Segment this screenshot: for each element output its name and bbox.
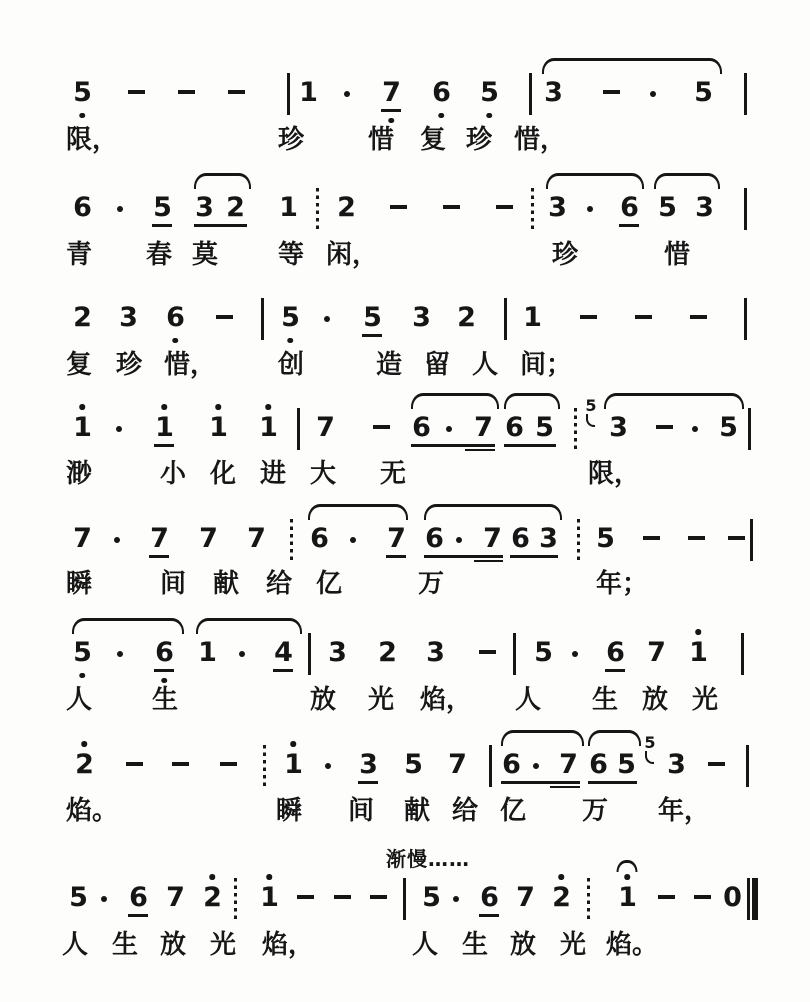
slur-arc: [194, 173, 251, 189]
lyric-syllable: 放: [642, 685, 669, 715]
lyric-syllable: 献: [404, 796, 431, 826]
note: 6: [127, 883, 149, 913]
lyric-syllable: 亿: [316, 569, 343, 599]
note: 6: [604, 638, 626, 668]
lyric-syllable: 焰。: [606, 930, 659, 960]
note: 3: [609, 412, 627, 443]
duration-dash: [694, 895, 711, 899]
barline: [744, 73, 747, 115]
note: 5: [478, 78, 500, 108]
notes-row-2: [0, 193, 810, 227]
lyric-syllable: 莫: [192, 240, 219, 270]
octave-dot-below: [438, 113, 444, 119]
barline: [741, 633, 744, 675]
lyric-syllable: 人: [515, 685, 542, 715]
note: 1: [71, 413, 93, 443]
lyric-syllable: 复: [420, 125, 447, 155]
lyric-syllable: 人: [412, 930, 439, 960]
lyric-syllable: 大: [310, 459, 337, 489]
lyric-syllable: 万: [418, 569, 445, 599]
duration-dash: [443, 205, 460, 209]
lyric-syllable: 焰。: [66, 796, 119, 826]
note: 7: [148, 524, 170, 554]
note: 5: [694, 77, 712, 108]
duration-dot: [456, 537, 462, 543]
note: 1: [523, 302, 541, 333]
note: 1: [153, 413, 175, 443]
note: 6: [505, 412, 523, 443]
octave-dot-above: [558, 874, 564, 880]
lyric-syllable: 无: [380, 459, 407, 489]
notes-row-5: [0, 524, 810, 558]
note: 3: [695, 192, 713, 223]
note: 7: [380, 78, 402, 108]
note: 3: [412, 302, 430, 333]
lyric-syllable: 放: [160, 930, 187, 960]
lyric-syllable: 创: [278, 350, 305, 380]
note: 2: [337, 192, 355, 223]
note-underline: [362, 334, 382, 337]
lyric-syllable: 年，: [658, 796, 711, 826]
duration-dot: [446, 426, 452, 432]
octave-dot-above: [695, 629, 701, 635]
barline: [748, 408, 751, 450]
lyric-syllable: 珍: [466, 125, 493, 155]
note: 5: [361, 303, 383, 333]
note-underline: [479, 914, 499, 917]
duration-dash: [297, 895, 314, 899]
note: 5: [617, 749, 635, 780]
note: 7: [647, 637, 665, 668]
lyric-syllable: 生: [592, 685, 619, 715]
duration-dash: [688, 536, 705, 540]
note-underline: [358, 781, 378, 784]
note-underline: [149, 555, 169, 558]
note-underline: [154, 669, 174, 672]
note: 3: [544, 77, 562, 108]
note: 5: [422, 882, 440, 913]
barline: [403, 878, 406, 920]
lyric-syllable: 放: [310, 685, 337, 715]
octave-dot-below: [161, 678, 167, 684]
lyric-syllable: 进: [260, 459, 287, 489]
beam-underline: [550, 786, 580, 789]
note: 7: [73, 523, 91, 554]
beam-underline: [424, 555, 503, 558]
lyric-syllable: 珍: [552, 240, 579, 270]
lyrics-row-7: [0, 795, 810, 829]
barline: [513, 633, 516, 675]
note: 3: [667, 749, 685, 780]
note: 7: [247, 523, 265, 554]
duration-dash: [496, 205, 513, 209]
lyric-syllable: 光: [692, 685, 719, 715]
barline-dashed: [574, 408, 577, 450]
slur-arc: [604, 393, 744, 409]
slur-arc: [542, 58, 722, 74]
note: 2: [550, 883, 572, 913]
note: 7: [516, 882, 534, 913]
duration-dot: [587, 206, 593, 212]
barline: [297, 408, 300, 450]
barline-dashed: [263, 745, 266, 787]
duration-dash: [728, 536, 745, 540]
note: 5: [535, 412, 553, 443]
barline: [529, 73, 532, 115]
lyric-syllable: 放: [510, 930, 537, 960]
slur-arc: [588, 730, 641, 746]
octave-dot-above: [161, 404, 167, 410]
note: 7: [385, 524, 407, 554]
duration-dash: [690, 315, 707, 319]
lyric-syllable: 间: [160, 569, 187, 599]
notes-row-4: [0, 396, 810, 447]
note: 4: [272, 638, 294, 668]
duration-dash: [479, 650, 496, 654]
lyric-syllable: 惜: [368, 125, 395, 155]
lyric-syllable: 间: [348, 796, 375, 826]
octave-dot-below: [388, 118, 394, 124]
note: 2: [201, 883, 223, 913]
duration-dot: [533, 763, 539, 769]
duration-dash: [178, 90, 195, 94]
note-underline: [605, 669, 625, 672]
note: 6: [502, 749, 520, 780]
note: 6: [589, 749, 607, 780]
lyric-syllable: 光: [368, 685, 395, 715]
note: 2: [378, 637, 396, 668]
note-underline: [619, 224, 639, 227]
note: 6: [412, 412, 430, 443]
duration-dash: [603, 90, 620, 94]
note: 5: [279, 303, 301, 333]
duration-dash: [708, 762, 725, 766]
duration-dot: [453, 896, 459, 902]
note: 6: [618, 193, 640, 223]
duration-dot: [101, 896, 107, 902]
duration-dot: [117, 651, 123, 657]
lyric-syllable: 珍: [278, 125, 305, 155]
lyric-syllable: 青: [66, 240, 93, 270]
note: 3: [195, 192, 213, 223]
lyrics-row-4: [0, 458, 810, 492]
duration-dot: [117, 206, 123, 212]
beam-underline: [501, 781, 580, 784]
note: 6: [310, 523, 328, 554]
note: 3: [328, 637, 346, 668]
duration-dash: [390, 205, 407, 209]
octave-dot-above: [81, 741, 87, 747]
lyrics-row-5: [0, 568, 810, 602]
duration-dash: [373, 425, 390, 429]
lyric-syllable: 惜，: [164, 350, 217, 380]
lyric-syllable: 给: [452, 796, 479, 826]
lyrics-row-2: [0, 239, 810, 273]
duration-dash: [643, 536, 660, 540]
lyric-syllable: 人: [66, 685, 93, 715]
lyric-syllable: 年；: [596, 569, 649, 599]
duration-dash: [216, 315, 233, 319]
notes-row-3: [0, 303, 810, 337]
duration-dash: [126, 762, 143, 766]
beam-underline: [510, 555, 558, 558]
duration-dot: [325, 763, 331, 769]
octave-dot-above: [624, 874, 630, 880]
lyric-syllable: 惜，: [514, 125, 567, 155]
note: 1: [257, 413, 279, 443]
slur-arc: [654, 173, 720, 189]
note: 5: [534, 637, 552, 668]
duration-dash: [228, 90, 245, 94]
duration-dash: [370, 895, 387, 899]
barline: [744, 188, 747, 230]
lyrics-row-8: [0, 929, 810, 963]
note-underline: [381, 109, 401, 112]
grace-note-digit: 5: [644, 733, 656, 752]
note: 7: [199, 523, 217, 554]
note-underline: [273, 669, 293, 672]
octave-dot-above: [266, 874, 272, 880]
lyrics-row-6: [0, 684, 810, 718]
slur-arc: [196, 618, 302, 634]
note-underline: [128, 914, 148, 917]
lyric-syllable: 生: [152, 685, 179, 715]
barline-dashed: [290, 519, 293, 561]
notes-row-1: [0, 78, 810, 112]
lyric-syllable: 焰，: [262, 930, 315, 960]
barline: [504, 298, 507, 340]
lyric-syllable: 瞬: [66, 569, 93, 599]
octave-dot-above: [215, 404, 221, 410]
slur-arc: [501, 730, 584, 746]
note: 5: [658, 192, 676, 223]
note: 5: [151, 193, 173, 223]
note: 7: [448, 749, 466, 780]
note: 7: [474, 412, 492, 443]
lyric-syllable: 生: [112, 930, 139, 960]
beam-underline: [465, 449, 495, 452]
duration-dash: [658, 895, 675, 899]
note: 7: [483, 523, 501, 554]
duration-dash: [635, 315, 652, 319]
note: 1: [198, 637, 216, 668]
note: 3: [119, 302, 137, 333]
note: 6: [153, 638, 175, 668]
barline: [744, 298, 747, 340]
grace-hook-icon: [586, 414, 595, 427]
lyric-syllable: 光: [560, 930, 587, 960]
lyric-syllable: 限，: [66, 125, 119, 155]
duration-dot: [116, 426, 122, 432]
duration-dot: [572, 651, 578, 657]
lyric-syllable: 生: [462, 930, 489, 960]
note: 7: [166, 882, 184, 913]
note: 5: [596, 523, 614, 554]
note: 1: [282, 750, 304, 780]
lyric-syllable: 造: [376, 350, 403, 380]
slur-arc: [308, 504, 408, 520]
lyric-syllable: 人: [62, 930, 89, 960]
barline: [750, 519, 753, 561]
note: 5: [69, 882, 87, 913]
slur-arc: [72, 618, 184, 634]
beam-underline: [588, 781, 637, 784]
lyric-syllable: 亿: [500, 796, 527, 826]
note: 6: [425, 523, 443, 554]
duration-dash: [128, 90, 145, 94]
octave-dot-above: [79, 404, 85, 410]
barline: [261, 298, 264, 340]
lyric-syllable: 春: [146, 240, 173, 270]
note: 3: [548, 192, 566, 223]
lyric-syllable: 瞬: [276, 796, 303, 826]
note: 0: [723, 882, 741, 913]
lyric-syllable: 等: [278, 240, 305, 270]
note: 6: [430, 78, 452, 108]
lyrics-row-3: [0, 349, 810, 383]
barline-dashed: [531, 188, 534, 230]
lyric-syllable: 小: [160, 459, 187, 489]
note: 2: [226, 192, 244, 223]
lyric-syllable: 间；: [520, 350, 573, 380]
note: 1: [687, 638, 709, 668]
note: 1: [258, 883, 280, 913]
beam-underline: [411, 444, 495, 447]
note: 5: [719, 412, 737, 443]
note: 2: [457, 302, 475, 333]
beam-underline: [194, 224, 247, 227]
barline-dashed: [316, 188, 319, 230]
note: 1: [279, 192, 297, 223]
duration-dot: [344, 91, 350, 97]
notes-row-6: [0, 638, 810, 672]
octave-dot-below: [486, 113, 492, 119]
duration-dash: [334, 895, 351, 899]
note: 1: [299, 77, 317, 108]
barline: [308, 633, 311, 675]
note: 5: [71, 638, 93, 668]
note: 6: [73, 192, 91, 223]
note: 1: [207, 413, 229, 443]
duration-dot: [114, 537, 120, 543]
note-underline: [152, 224, 172, 227]
octave-dot-below: [79, 673, 85, 679]
lyric-syllable: 焰，: [420, 685, 473, 715]
tempo-marking: 渐慢……: [386, 847, 470, 871]
octave-dot-above: [290, 741, 296, 747]
note: 6: [164, 303, 186, 333]
lyric-syllable: 珍: [116, 350, 143, 380]
grace-hook-icon: [645, 751, 654, 764]
duration-dot: [350, 537, 356, 543]
notes-row-8: [0, 883, 810, 917]
note: 3: [357, 750, 379, 780]
duration-dash: [656, 425, 673, 429]
barline: [489, 745, 492, 787]
note: 2: [73, 302, 91, 333]
duration-dash: [220, 762, 237, 766]
note: 7: [316, 412, 334, 443]
barline-dashed: [587, 878, 590, 920]
lyric-syllable: 光: [210, 930, 237, 960]
octave-dot-below: [79, 113, 85, 119]
slur-arc: [411, 393, 499, 409]
note: 1: [616, 883, 638, 913]
note: 5: [404, 749, 422, 780]
note: 6: [478, 883, 500, 913]
lyric-syllable: 闲，: [326, 240, 379, 270]
duration-dash: [172, 762, 189, 766]
note: 2: [73, 750, 95, 780]
final-barline: [747, 878, 758, 920]
notes-row-7: [0, 733, 810, 784]
lyric-syllable: 人: [472, 350, 499, 380]
duration-dot: [239, 651, 245, 657]
octave-dot-below: [287, 338, 293, 344]
octave-dot-above: [265, 404, 271, 410]
barline: [287, 73, 290, 115]
lyric-syllable: 万: [582, 796, 609, 826]
grace-note: [583, 398, 599, 427]
note: 5: [71, 78, 93, 108]
slur-arc: [504, 393, 560, 409]
duration-dash: [580, 315, 597, 319]
lyric-syllable: 化: [210, 459, 237, 489]
note-underline: [154, 444, 174, 447]
lyric-syllable: 给: [266, 569, 293, 599]
lyric-syllable: 惜: [664, 240, 691, 270]
lyric-syllable: 留: [424, 350, 451, 380]
barline-dashed: [577, 519, 580, 561]
note: 6: [511, 523, 529, 554]
lyric-syllable: 限，: [588, 459, 641, 489]
barline-dashed: [234, 878, 237, 920]
slur-arc: [424, 504, 562, 520]
note: 7: [559, 749, 577, 780]
note: 3: [426, 637, 444, 668]
barline: [746, 745, 749, 787]
slur-arc: [546, 173, 644, 189]
grace-note: [642, 735, 658, 764]
note: 3: [539, 523, 557, 554]
octave-dot-above: [209, 874, 215, 880]
duration-dot: [650, 91, 656, 97]
lyric-syllable: 渺: [66, 459, 93, 489]
lyric-syllable: 复: [66, 350, 93, 380]
fermata-icon: [617, 860, 638, 872]
duration-dot: [692, 426, 698, 432]
note-underline: [386, 555, 406, 558]
beam-underline: [474, 560, 503, 563]
beam-underline: [504, 444, 556, 447]
grace-note-digit: 5: [585, 396, 597, 415]
lyric-syllable: 献: [213, 569, 240, 599]
lyrics-row-1: [0, 124, 810, 158]
octave-dot-below: [172, 338, 178, 344]
duration-dot: [324, 316, 330, 322]
